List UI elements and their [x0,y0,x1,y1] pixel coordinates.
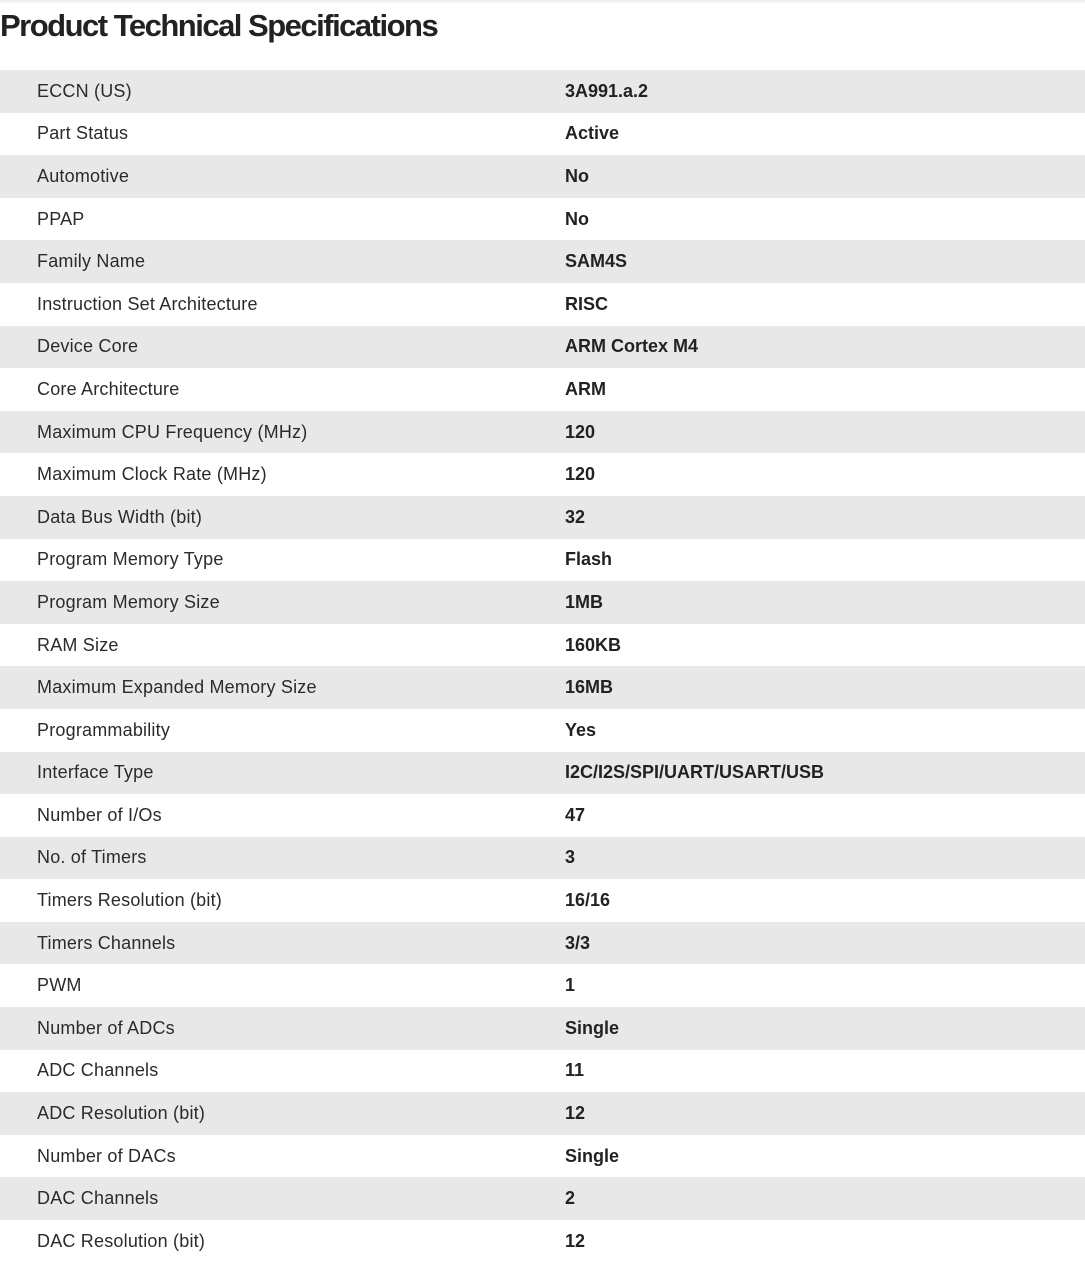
spec-row [0,1007,1085,1050]
spec-row [0,113,1085,156]
spec-row [0,411,1085,454]
spec-row [0,539,1085,582]
spec-value: 3/3 [565,932,591,953]
spec-value: 12 [565,1103,586,1124]
spec-row [0,837,1085,880]
spec-label: Part Status [37,123,129,144]
spec-label: Program Memory Size [37,591,220,612]
spec-row [0,368,1085,411]
spec-label: Timers Channels [37,932,176,953]
spec-value: 120 [565,421,596,442]
spec-value: RISC [565,293,609,314]
spec-row [0,1220,1085,1263]
spec-row [0,922,1085,965]
spec-row [0,752,1085,795]
spec-row [0,1050,1085,1093]
spec-value: 1 [565,975,576,996]
spec-row [0,1177,1085,1220]
spec-value: No [565,165,589,186]
spec-label: ADC Channels [37,1060,159,1081]
spec-value: 160KB [565,634,622,655]
spec-label: Program Memory Type [37,549,224,570]
spec-label: ECCN (US) [37,80,132,101]
spec-row [0,1092,1085,1135]
spec-value: 12 [565,1230,586,1251]
spec-value: No [565,208,589,229]
spec-label: Device Core [37,336,139,357]
spec-row [0,624,1085,667]
page-title: Product Technical Specifications [0,8,438,43]
spec-label: Family Name [37,251,146,272]
spec-value: ARM Cortex M4 [565,336,699,357]
spec-value: 1MB [565,591,604,612]
spec-row [0,581,1085,624]
spec-row [0,283,1085,326]
spec-row [0,453,1085,496]
spec-label: Number of ADCs [37,1017,175,1038]
spec-value: 3 [565,847,576,868]
spec-row [0,709,1085,752]
spec-label: ADC Resolution (bit) [37,1103,206,1124]
spec-label: Data Bus Width (bit) [37,506,203,527]
spec-label: No. of Timers [37,847,147,868]
spec-row [0,496,1085,539]
spec-row [0,70,1085,113]
spec-value: 120 [565,464,596,485]
spec-label: Maximum CPU Frequency (MHz) [37,421,308,442]
spec-value: Yes [565,719,597,740]
spec-table-body [0,70,1085,1263]
spec-value: 47 [565,804,586,825]
spec-label: Maximum Expanded Memory Size [37,677,317,698]
spec-label: Maximum Clock Rate (MHz) [37,464,267,485]
spec-value: Active [565,123,620,144]
top-shadow [0,0,1085,4]
spec-label: DAC Channels [37,1188,159,1209]
spec-value: 11 [565,1060,585,1081]
spec-label: Number of I/Os [37,804,162,825]
spec-value: ARM [565,378,606,399]
spec-label: Core Architecture [37,378,180,399]
spec-value: 2 [565,1188,576,1209]
spec-row [0,879,1085,922]
spec-label: Number of DACs [37,1145,176,1166]
spec-row [0,1135,1085,1178]
spec-label: RAM Size [37,634,119,655]
spec-value: I2C/I2S/SPI/UART/USART/USB [565,762,825,783]
spec-label: Interface Type [37,762,154,783]
spec-row [0,240,1085,283]
spec-label: Programmability [37,719,171,740]
spec-label: DAC Resolution (bit) [37,1230,206,1251]
spec-row [0,794,1085,837]
spec-label: Automotive [37,165,130,186]
spec-value: SAM4S [565,251,628,272]
spec-row [0,155,1085,198]
spec-value: 16/16 [565,890,611,911]
spec-value: Single [565,1017,620,1038]
spec-label: Timers Resolution (bit) [37,890,222,911]
spec-value: 3A991.a.2 [565,80,649,101]
spec-row [0,964,1085,1007]
spec-label: PPAP [37,208,85,229]
spec-table [0,70,1085,1263]
spec-row [0,666,1085,709]
spec-value: 16MB [565,677,614,698]
spec-row [0,198,1085,241]
spec-value: Flash [565,549,613,570]
spec-row [0,326,1085,369]
spec-value: Single [565,1145,620,1166]
spec-value: 32 [565,506,586,527]
spec-label: PWM [37,975,82,996]
spec-label: Instruction Set Architecture [37,293,258,314]
